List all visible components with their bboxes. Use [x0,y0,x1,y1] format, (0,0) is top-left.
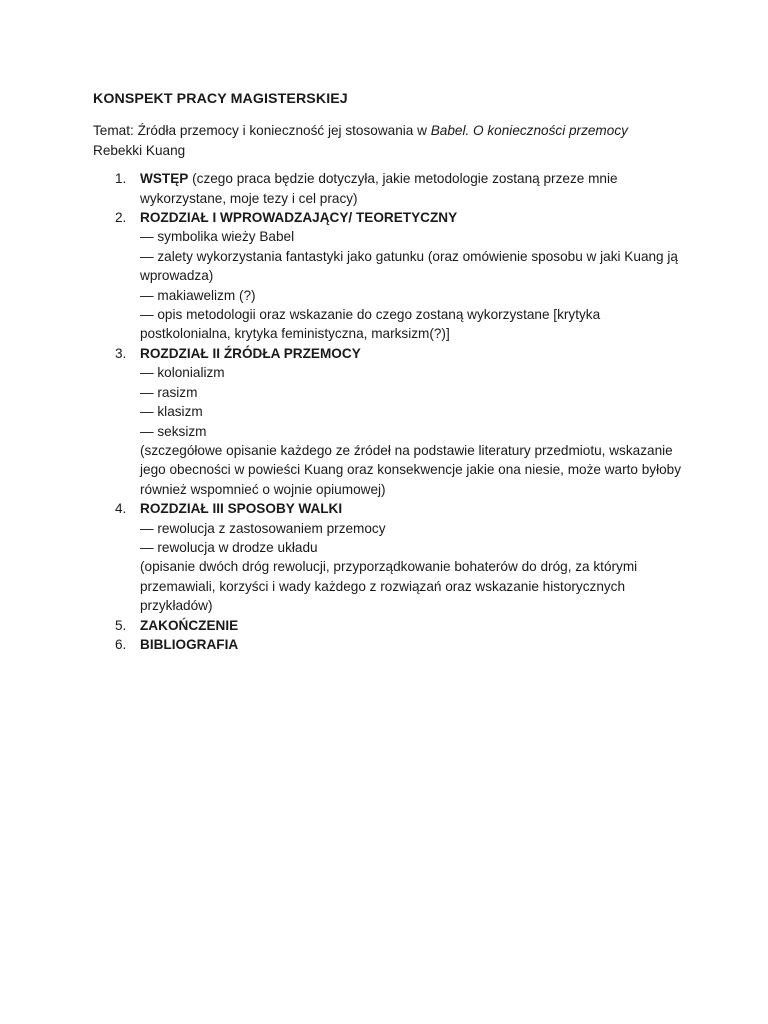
outline-number: 3. [115,345,127,361]
outline-heading: ROZDZIAŁ I WPROWADZAJĄCY/ TEORETYCZNY [140,210,458,226]
outline-heading: BIBLIOGRAFIA [140,636,239,652]
outline-number: 1. [115,171,127,187]
topic-prefix: Temat: Źródła przemocy i konieczność jej stosowania w [93,123,431,139]
outline-line: — makiawelizm (?) [140,287,256,303]
outline-item-chapter-3 [93,499,683,615]
outline-line: — symbolika wieży Babel [140,229,295,245]
document-body [93,90,683,654]
outline-number: 6. [115,636,127,652]
outline-number: 5. [115,617,127,633]
outline-line: — opis metodologii oraz wskazanie do czego zostaną wykorzystane [krytyka postkolonialna, krytyka feministyczna, marksizm(?)] [140,307,601,342]
outline-item-bibliography [93,635,683,654]
outline-heading: WSTĘP [140,171,189,187]
topic-paragraph [93,121,683,160]
outline-line: — seksizm [140,423,207,439]
outline-line: — rewolucja w drodze układu [140,539,318,555]
outline-line: — zalety wykorzystania fantastyki jako gatunku (oraz omówienie sposobu w jaki Kuang ją wprowadza) [140,248,678,284]
book-title: Babel. O konieczności przemocy [430,123,628,139]
outline-line: (szczegółowe opisanie każdego ze źródeł na podstawie literatury przedmiotu, wskazanie jego obecności w powieści Kuang oraz konsekwencje jakie ona niesie, może warto byłoby również wspomnieć o wojnie opiumowej) [140,442,682,497]
outline-line: — kolonializm [140,365,225,381]
outline-heading: ROZDZIAŁ III SPOSOBY WALKI [140,501,343,517]
outline-item-chapter-1 [93,208,683,344]
outline-line: — rewolucja z zastosowaniem przemocy [140,520,386,536]
outline-line: — rasizm [140,384,198,400]
document-title: KONSPEKT PRACY MAGISTERSKIEJ [93,91,348,107]
outline-line: (opisanie dwóch dróg rewolucji, przyporządkowanie bohaterów do dróg, za którymi przemawiali, korzyści i wady każdego z rozwiązań oraz wskazanie historycznych przykładów) [140,559,638,614]
outline-heading: ROZDZIAŁ II ŹRÓDŁA PRZEMOCY [140,345,361,361]
outline-item-chapter-2 [93,344,683,499]
outline-number: 4. [115,501,127,517]
outline-heading: ZAKOŃCZENIE [140,617,239,633]
outline-number: 2. [115,210,127,226]
outline-heading-suffix: (czego praca będzie dotyczyła, jakie metodologie zostaną przeze mnie wykorzystane, moje tezy i cel pracy) [140,171,618,206]
outline-list [93,169,683,654]
outline-line: — klasizm [140,404,203,420]
outline-item-intro [93,169,683,208]
outline-item-conclusion [93,616,683,635]
book-author: Rebekki Kuang [93,142,186,158]
